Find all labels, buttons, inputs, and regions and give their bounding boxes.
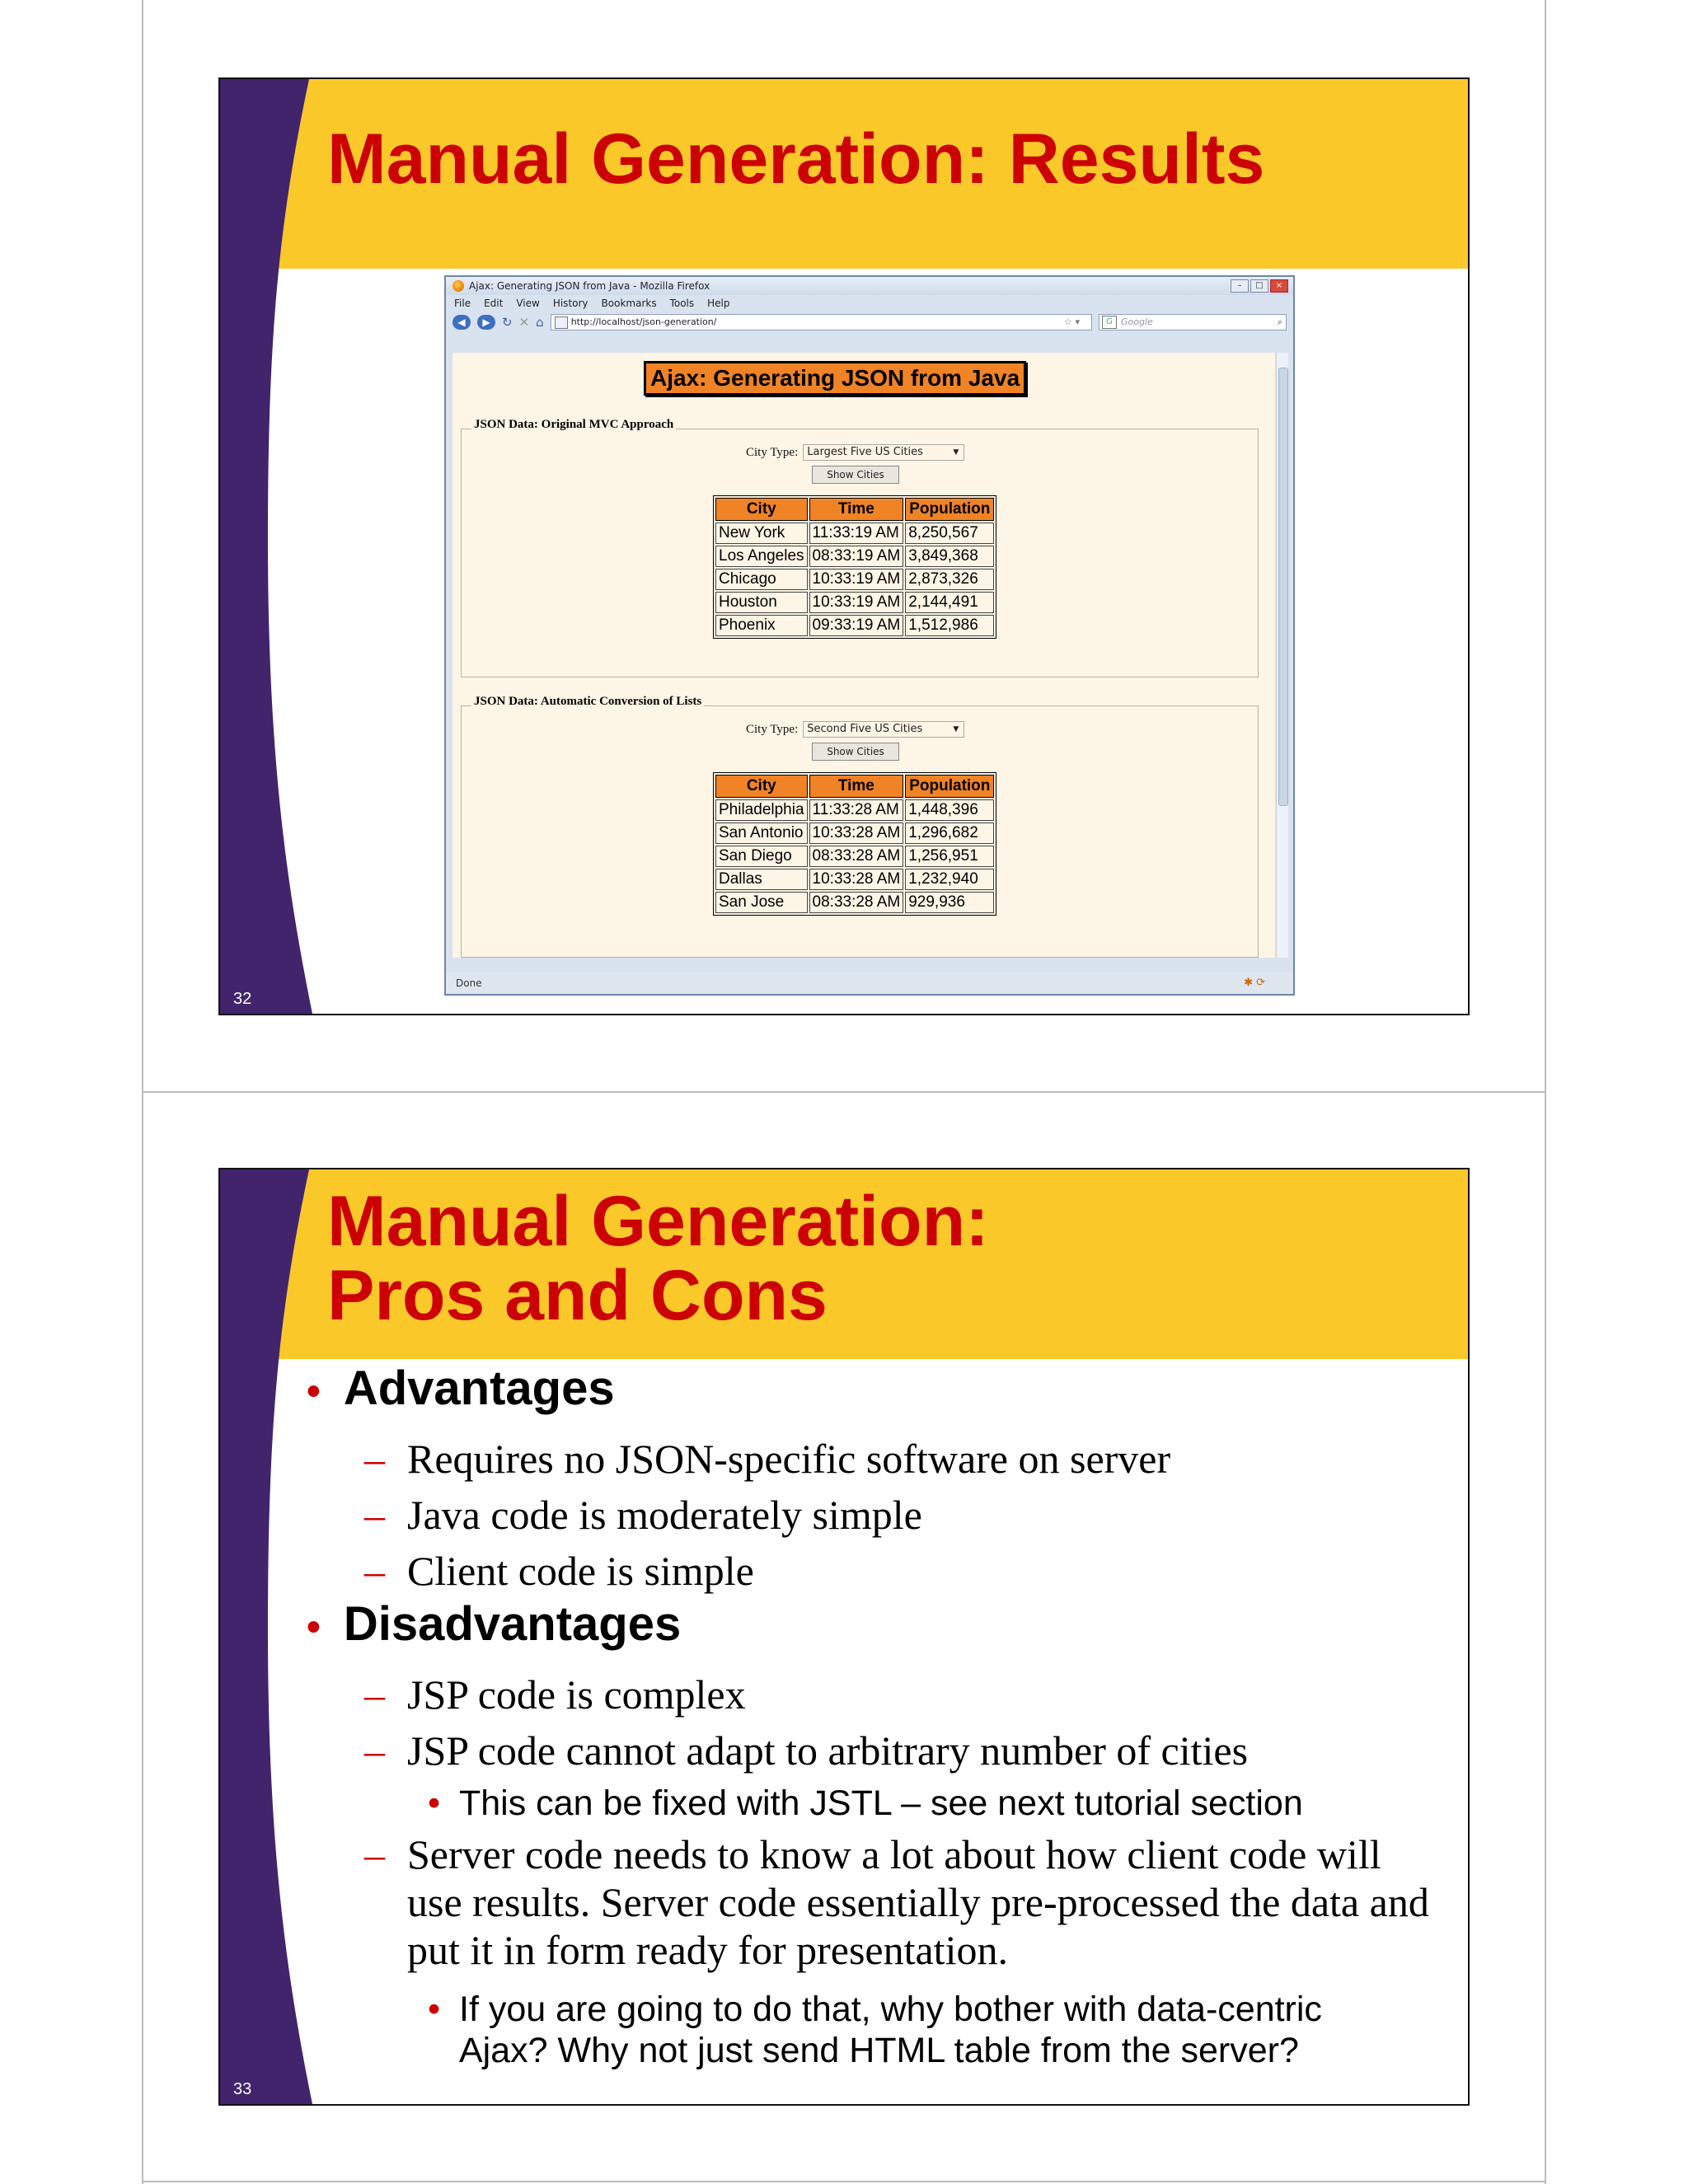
cities-table (713, 772, 996, 916)
back-icon[interactable]: ◀ (452, 315, 471, 330)
city-cell: San Diego (715, 846, 808, 867)
city-cell: Los Angeles (715, 546, 808, 567)
show-cities-button[interactable]: Show Cities (812, 466, 899, 484)
city-type-row (746, 444, 964, 461)
status-bar (446, 972, 1293, 994)
fieldset-original-mvc (461, 418, 1259, 677)
menu-edit[interactable]: Edit (484, 298, 504, 309)
time-cell: 11:33:28 AM (809, 799, 904, 821)
population-cell: 1,448,396 (905, 799, 994, 821)
cities-table (713, 495, 996, 639)
disadvantage-item: – JSP code cannot adapt to arbitrary number of cities (364, 1727, 1249, 1774)
slide-number: 32 (233, 990, 252, 1008)
population-cell: 2,144,491 (905, 592, 994, 613)
advantage-item: – Java code is moderately simple (364, 1492, 922, 1538)
table-row (715, 546, 994, 567)
slide-title: Manual Generation: Results (327, 120, 1265, 199)
vertical-scrollbar[interactable] (1276, 353, 1288, 958)
forward-icon[interactable]: ▶ (477, 315, 495, 330)
fieldset-legend: JSON Data: Original MVC Approach (471, 418, 676, 432)
page-bottom-edge (142, 2181, 1546, 2182)
column-header: Population (905, 775, 994, 798)
menu-bookmarks[interactable]: Bookmarks (601, 298, 657, 309)
advantage-item: – Client code is simple (364, 1548, 754, 1594)
time-cell: 10:33:28 AM (809, 823, 904, 844)
disadvantages-heading: Disadvantages (343, 1597, 682, 1651)
navigation-toolbar (446, 312, 1293, 333)
column-header: City (715, 498, 808, 521)
favicon-icon (555, 316, 568, 329)
population-cell: 1,232,940 (905, 869, 994, 890)
address-url: http://localhost/json-generation/ (570, 316, 717, 327)
firefox-icon (452, 280, 464, 292)
addon-status-icon[interactable]: ✱ ⟳ (1244, 977, 1265, 989)
table-row (715, 523, 994, 544)
scrollbar-thumb[interactable] (1278, 368, 1288, 806)
time-cell: 10:33:19 AM (809, 592, 904, 613)
advantage-item: – Requires no JSON-specific software on server (364, 1436, 1171, 1482)
time-cell: 10:33:19 AM (809, 569, 904, 590)
google-icon[interactable]: G (1102, 316, 1117, 329)
city-cell: Dallas (715, 869, 808, 890)
disadvantage-item: – JSP code is complex (364, 1671, 746, 1718)
bullet-dot-icon: • (307, 1370, 321, 1414)
slide-number: 33 (233, 2080, 252, 2098)
bookmark-star-icon[interactable]: ☆ ▾ (1064, 316, 1080, 327)
page-divider (142, 1091, 1546, 1093)
page-content (452, 353, 1275, 958)
table-row (715, 869, 994, 890)
home-icon[interactable]: ⌂ (536, 315, 544, 330)
bullet-dot-icon: • (307, 1605, 321, 1650)
city-type-label: City Type: (746, 445, 799, 459)
search-icon[interactable]: ⌕ (1277, 316, 1282, 327)
status-text: Done (456, 977, 482, 989)
city-type-select[interactable] (803, 444, 964, 461)
window-titlebar (446, 277, 1293, 295)
time-cell: 11:33:19 AM (809, 523, 904, 544)
window-title: Ajax: Generating JSON from Java - Mozilla Firefox (469, 280, 710, 292)
table-row (715, 846, 994, 867)
column-header: Time (809, 498, 904, 521)
fieldset-automatic-conversion (461, 695, 1259, 958)
slide-title (327, 1184, 989, 1333)
time-cell: 09:33:19 AM (809, 615, 904, 636)
advantages-heading: Advantages (343, 1361, 615, 1415)
city-type-select[interactable] (803, 721, 964, 738)
browser-window (444, 275, 1295, 996)
population-cell: 1,256,951 (905, 846, 994, 867)
show-cities-button[interactable]: Show Cities (812, 743, 899, 761)
close-icon[interactable]: × (1270, 279, 1288, 293)
table-row (715, 823, 994, 844)
search-input[interactable] (1099, 314, 1287, 330)
column-header: Time (809, 775, 904, 798)
city-cell: Chicago (715, 569, 808, 590)
city-cell: Philadelphia (715, 799, 808, 821)
column-header: Population (905, 498, 994, 521)
table-row (715, 569, 994, 590)
menu-view[interactable]: View (516, 298, 540, 309)
search-placeholder: Google (1121, 316, 1153, 327)
menu-history[interactable]: History (552, 298, 588, 309)
menu-file[interactable]: File (454, 298, 471, 309)
table-row (715, 592, 994, 613)
bullet-disadvantages (307, 1596, 681, 1652)
time-cell: 08:33:19 AM (809, 546, 904, 567)
time-cell: 08:33:28 AM (809, 892, 904, 913)
city-cell: Phoenix (715, 615, 808, 636)
population-cell: 1,512,986 (905, 615, 994, 636)
table-row (715, 892, 994, 913)
slide-32 (218, 77, 1470, 1015)
menu-bar (446, 295, 1293, 312)
population-cell: 929,936 (905, 892, 994, 913)
sub-note: • This can be fixed with JSTL – see next tutorial section (428, 1783, 1303, 1823)
population-cell: 2,873,326 (905, 569, 994, 590)
city-type-value: Largest Five US Cities (807, 446, 923, 458)
city-type-row (746, 721, 964, 738)
side-curve-decoration (220, 1169, 319, 2104)
population-cell: 1,296,682 (905, 823, 994, 844)
table-row (715, 799, 994, 821)
side-curve-decoration (220, 79, 319, 1014)
population-cell: 3,849,368 (905, 546, 994, 567)
address-bar[interactable] (551, 314, 1092, 330)
menu-help[interactable]: Help (707, 298, 730, 309)
time-cell: 10:33:28 AM (809, 869, 904, 890)
slide-title-line1: Manual Generation: (327, 1182, 989, 1261)
city-type-label: City Type: (746, 722, 799, 736)
stop-icon[interactable]: ✕ (518, 315, 530, 330)
slide-33 (218, 1168, 1470, 2106)
bullet-advantages (307, 1361, 615, 1416)
city-type-value: Second Five US Cities (807, 723, 923, 735)
sub-note: • If you are going to do that, why bother with data-centric Ajax? Why not just send HTML table from the server? (428, 1990, 1322, 2070)
table-row (715, 615, 994, 636)
city-cell: San Jose (715, 892, 808, 913)
page-heading: Ajax: Generating JSON from Java (644, 361, 1026, 396)
reload-icon[interactable]: ↻ (502, 315, 513, 330)
fieldset-legend: JSON Data: Automatic Conversion of Lists (471, 695, 704, 709)
chevron-down-icon: ▼ (953, 448, 959, 457)
population-cell: 8,250,567 (905, 523, 994, 544)
minimize-icon[interactable]: – (1231, 279, 1249, 293)
city-cell: New York (715, 523, 808, 544)
city-cell: San Antonio (715, 823, 808, 844)
column-header: City (715, 775, 808, 798)
chevron-down-icon: ▼ (953, 725, 959, 733)
menu-tools[interactable]: Tools (669, 298, 695, 309)
slide-title-line2: Pros and Cons (327, 1256, 828, 1335)
maximize-icon[interactable]: □ (1250, 279, 1268, 293)
disadvantage-item: – Server code needs to know a lot about how client code will use results. Server code essentially pre-processed the data and put it in form ready for presentation. (364, 1831, 1429, 1973)
time-cell: 08:33:28 AM (809, 846, 904, 867)
city-cell: Houston (715, 592, 808, 613)
